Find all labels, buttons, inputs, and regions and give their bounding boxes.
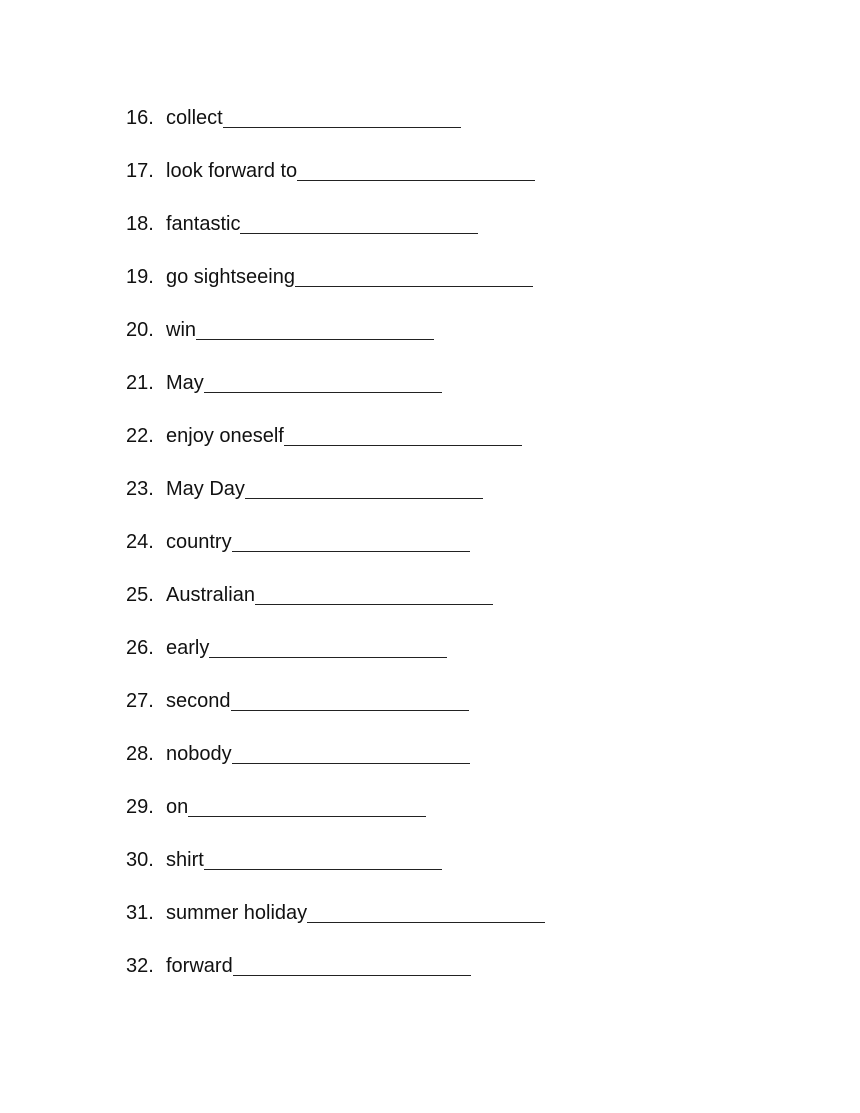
item-term: look forward to: [166, 160, 298, 182]
item-term: May: [166, 372, 204, 394]
list-item: [126, 422, 545, 475]
item-term: country: [166, 531, 232, 553]
item-number: 22.: [126, 425, 154, 447]
item-number: 30.: [126, 849, 154, 871]
answer-blank[interactable]: [255, 581, 493, 605]
item-number: 17.: [126, 160, 154, 182]
answer-blank[interactable]: [245, 475, 483, 499]
item-term: summer holiday: [166, 902, 308, 924]
answer-blank[interactable]: [231, 687, 469, 711]
item-term: on: [166, 796, 189, 818]
item-term: win: [166, 319, 197, 341]
list-item: [126, 846, 545, 899]
answer-blank[interactable]: [188, 793, 426, 817]
item-term: second: [166, 690, 231, 712]
item-number: 24.: [126, 531, 154, 553]
list-item: [126, 581, 545, 634]
list-item: [126, 263, 545, 316]
item-term: nobody: [166, 743, 232, 765]
answer-blank[interactable]: [204, 846, 442, 870]
item-term: go sightseeing: [166, 266, 295, 288]
answer-blank[interactable]: [284, 422, 522, 446]
item-term: enjoy oneself: [166, 425, 284, 447]
item-number: 19.: [126, 266, 154, 288]
answer-blank[interactable]: [307, 899, 545, 923]
answer-blank[interactable]: [297, 157, 535, 181]
item-term: early: [166, 637, 210, 659]
list-item: [126, 316, 545, 369]
answer-blank[interactable]: [295, 263, 533, 287]
answer-blank[interactable]: [232, 740, 470, 764]
answer-blank[interactable]: [204, 369, 442, 393]
item-number: 18.: [126, 213, 154, 235]
list-item: [126, 952, 545, 1005]
item-number: 29.: [126, 796, 154, 818]
item-number: 26.: [126, 637, 154, 659]
item-term: fantastic: [166, 213, 241, 235]
answer-blank[interactable]: [233, 952, 471, 976]
item-term: collect: [166, 107, 223, 129]
list-item: [126, 528, 545, 581]
list-item: [126, 369, 545, 422]
vocabulary-list: [126, 104, 545, 1005]
answer-blank[interactable]: [223, 104, 461, 128]
answer-blank[interactable]: [196, 316, 434, 340]
list-item: [126, 475, 545, 528]
item-number: 20.: [126, 319, 154, 341]
list-item: [126, 634, 545, 687]
answer-blank[interactable]: [240, 210, 478, 234]
list-item: [126, 793, 545, 846]
item-number: 21.: [126, 372, 154, 394]
list-item: [126, 740, 545, 793]
item-term: Australian: [166, 584, 255, 606]
item-term: May Day: [166, 478, 245, 500]
list-item: [126, 157, 545, 210]
item-number: 23.: [126, 478, 154, 500]
answer-blank[interactable]: [209, 634, 447, 658]
list-item: [126, 210, 545, 263]
item-number: 32.: [126, 955, 154, 977]
item-term: shirt: [166, 849, 204, 871]
list-item: [126, 687, 545, 740]
item-term: forward: [166, 955, 233, 977]
answer-blank[interactable]: [232, 528, 470, 552]
item-number: 16.: [126, 107, 154, 129]
list-item: [126, 899, 545, 952]
item-number: 31.: [126, 902, 154, 924]
item-number: 28.: [126, 743, 154, 765]
list-item: [126, 104, 545, 157]
item-number: 27.: [126, 690, 154, 712]
item-number: 25.: [126, 584, 154, 606]
